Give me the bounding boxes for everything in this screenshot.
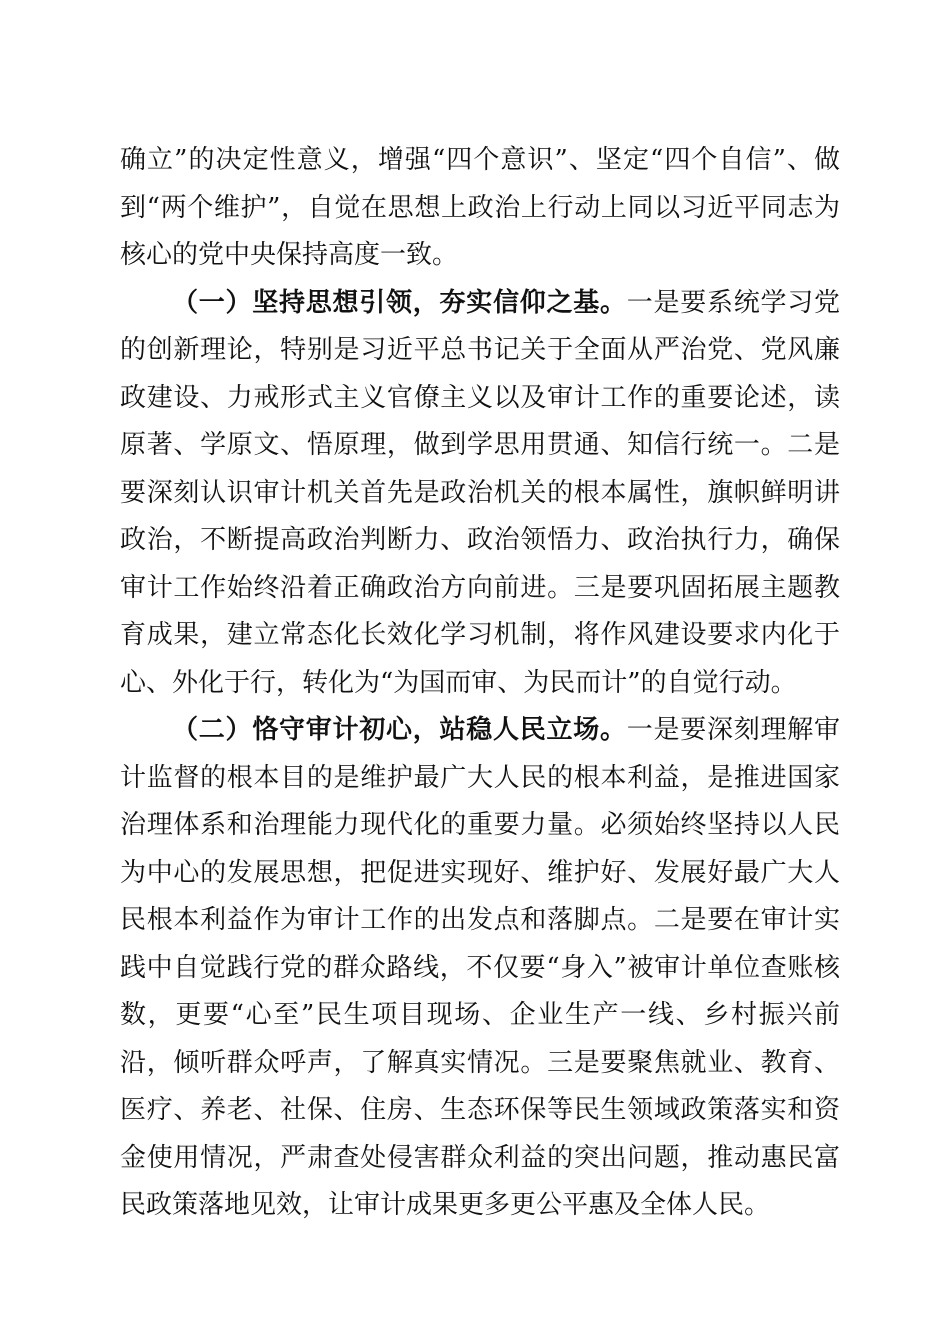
document-body [120,137,840,1230]
paragraph-text: 一是要系统学习党的创新理论，特别是习近平总书记关于全面从严治党、党风廉政建设、力戒形式主义官僚主义以及审计工作的重要论述，读原著、学原文、悟原理，做到学思用贯通、知信行统一。二是要深刻认识审计机关首先是政治机关的根本属性，旗帜鲜明讲政治，不断提高政治判断力、政治领悟力、政治执行力，确保审计工作始终沿着正确政治方向前进。三是要巩固拓展主题教育成果，建立常态化长效化学习机制，将作风建设要求内化于心、外化于行，转化为“为国而审、为民而计”的自觉行动。 [120,287,840,698]
paragraph-text: 一是要深刻理解审计监督的根本目的是维护最广大人民的根本利益，是推进国家治理体系和治理能力现代化的重要力量。必须始终坚持以人民为中心的发展思想，把促进实现好、维护好、发展好最广大人民根本利益作为审计工作的出发点和落脚点。二是要在审计实践中自觉践行党的群众路线，不仅要“身入”被审计单位查账核数，更要“心至”民生项目现场、企业生产一线、乡村振兴前沿，倾听群众呼声，了解真实情况。三是要聚焦就业、教育、医疗、养老、社保、住房、生态环保等民生领域政策落实和资金使用情况，严肃查处侵害群众利益的突出问题，推动惠民富民政策落地见效，让审计成果更多更公平惠及全体人民。 [120,715,840,1220]
paragraph-continuation [120,137,840,280]
paragraph-section-1 [120,280,840,708]
section-heading: （一）坚持思想引领，夯实信仰之基。 [172,287,627,318]
section-heading: （二）恪守审计初心，站稳人民立场。 [172,715,627,745]
paragraph-section-2 [120,707,840,1230]
paragraph-text: 确立”的决定性意义，增强“四个意识”、坚定“四个自信”、做到“两个维护”，自觉在思想上政治上行动上同以习近平同志为核心的党中央保持高度一致。 [120,145,840,270]
